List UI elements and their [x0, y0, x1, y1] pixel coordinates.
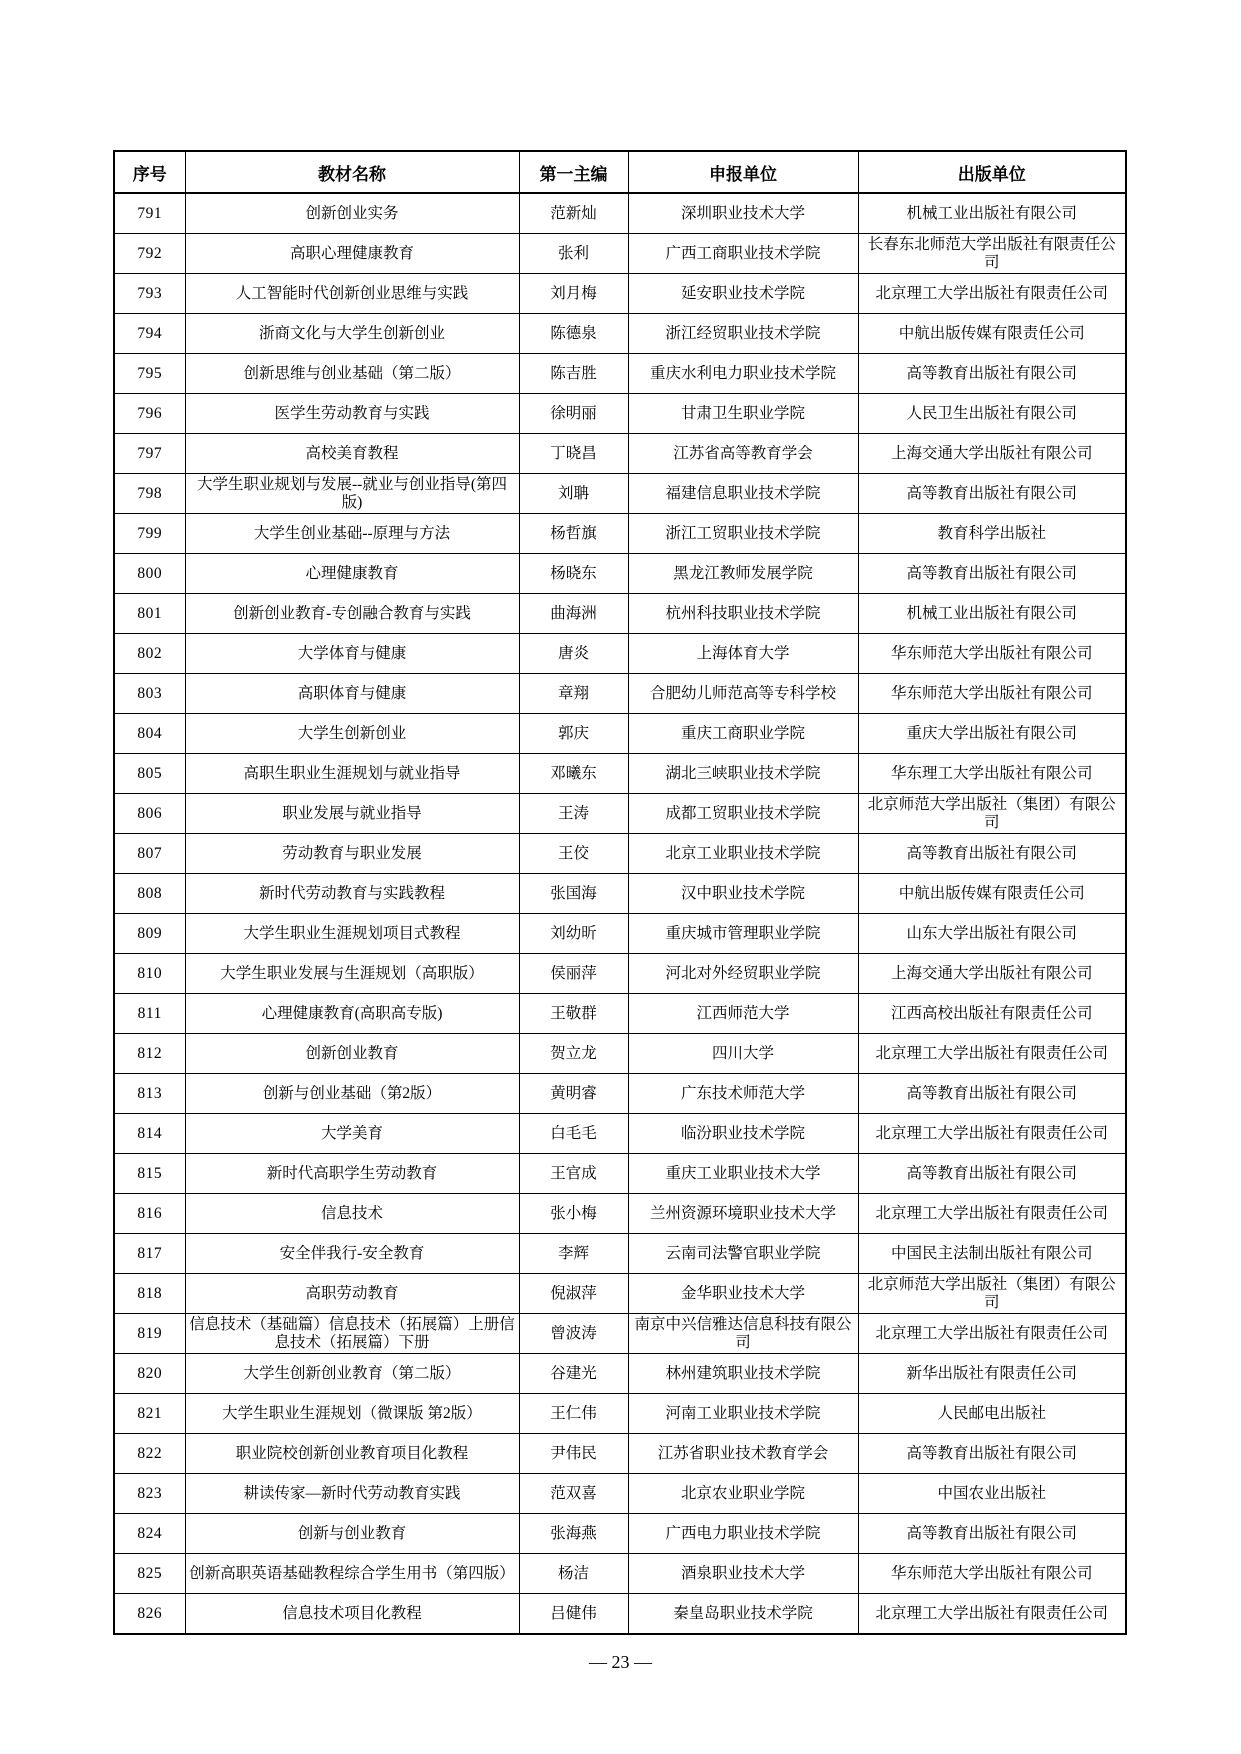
column-header-publisher: 出版单位 — [858, 151, 1126, 193]
cell-no: 824 — [114, 1514, 185, 1554]
cell-no: 825 — [114, 1554, 185, 1594]
cell-org: 重庆工商职业学院 — [628, 714, 858, 754]
cell-org: 秦皇岛职业技术学院 — [628, 1594, 858, 1635]
cell-editor: 王佼 — [519, 834, 628, 874]
table-row — [114, 834, 1126, 874]
cell-publisher: 高等教育出版社有限公司 — [858, 1514, 1126, 1554]
cell-title: 大学生创新创业教育（第二版） — [185, 1354, 519, 1394]
cell-no: 799 — [114, 514, 185, 554]
cell-no: 812 — [114, 1034, 185, 1074]
table-row — [114, 1114, 1126, 1154]
cell-title: 大学生职业生涯规划项目式教程 — [185, 914, 519, 954]
cell-publisher: 北京理工大学出版社有限责任公司 — [858, 1034, 1126, 1074]
cell-editor: 曲海洲 — [519, 594, 628, 634]
cell-editor: 尹伟民 — [519, 1434, 628, 1474]
cell-editor: 唐炎 — [519, 634, 628, 674]
table-row — [114, 1354, 1126, 1394]
cell-no: 805 — [114, 754, 185, 794]
cell-org: 甘肃卫生职业学院 — [628, 394, 858, 434]
cell-editor: 范新灿 — [519, 193, 628, 234]
column-header-editor: 第一主编 — [519, 151, 628, 193]
cell-publisher: 机械工业出版社有限公司 — [858, 594, 1126, 634]
table-row — [114, 1274, 1126, 1314]
cell-publisher: 高等教育出版社有限公司 — [858, 1154, 1126, 1194]
cell-publisher: 长春东北师范大学出版社有限责任公司 — [858, 234, 1126, 274]
table-row — [114, 874, 1126, 914]
cell-editor: 刘幼昕 — [519, 914, 628, 954]
cell-no: 801 — [114, 594, 185, 634]
cell-publisher: 新华出版社有限责任公司 — [858, 1354, 1126, 1394]
cell-editor: 陈吉胜 — [519, 354, 628, 394]
cell-no: 816 — [114, 1194, 185, 1234]
cell-org: 云南司法警官职业学院 — [628, 1234, 858, 1274]
table-row — [114, 394, 1126, 434]
table-row — [114, 1554, 1126, 1594]
cell-title: 大学生职业生涯规划（微课版 第2版） — [185, 1394, 519, 1434]
cell-publisher: 北京理工大学出版社有限责任公司 — [858, 1114, 1126, 1154]
cell-title: 高校美育教程 — [185, 434, 519, 474]
cell-publisher: 人民卫生出版社有限公司 — [858, 394, 1126, 434]
cell-org: 河北对外经贸职业学院 — [628, 954, 858, 994]
cell-org: 黑龙江教师发展学院 — [628, 554, 858, 594]
cell-title: 大学生创业基础--原理与方法 — [185, 514, 519, 554]
table-row — [114, 1154, 1126, 1194]
cell-publisher: 高等教育出版社有限公司 — [858, 354, 1126, 394]
cell-org: 成都工贸职业技术学院 — [628, 794, 858, 834]
table-row — [114, 954, 1126, 994]
cell-title: 职业发展与就业指导 — [185, 794, 519, 834]
table-row — [114, 234, 1126, 274]
cell-org: 深圳职业技术大学 — [628, 193, 858, 234]
table-row — [114, 714, 1126, 754]
cell-org: 汉中职业技术学院 — [628, 874, 858, 914]
cell-title: 耕读传家—新时代劳动教育实践 — [185, 1474, 519, 1514]
cell-editor: 张国海 — [519, 874, 628, 914]
cell-publisher: 华东师范大学出版社有限公司 — [858, 674, 1126, 714]
cell-org: 浙江经贸职业技术学院 — [628, 314, 858, 354]
cell-title: 信息技术（基础篇）信息技术（拓展篇）上册信息技术（拓展篇）下册 — [185, 1314, 519, 1354]
cell-publisher: 高等教育出版社有限公司 — [858, 1074, 1126, 1114]
cell-title: 大学生职业发展与生涯规划（高职版） — [185, 954, 519, 994]
cell-no: 802 — [114, 634, 185, 674]
cell-editor: 王仁伟 — [519, 1394, 628, 1434]
cell-org: 林州建筑职业技术学院 — [628, 1354, 858, 1394]
cell-publisher: 教育科学出版社 — [858, 514, 1126, 554]
cell-org: 上海体育大学 — [628, 634, 858, 674]
cell-org: 南京中兴信雅达信息科技有限公司 — [628, 1314, 858, 1354]
cell-title: 安全伴我行-安全教育 — [185, 1234, 519, 1274]
table-row — [114, 914, 1126, 954]
cell-publisher: 中国农业出版社 — [858, 1474, 1126, 1514]
cell-publisher: 中航出版传媒有限责任公司 — [858, 314, 1126, 354]
cell-title: 心理健康教育(高职高专版) — [185, 994, 519, 1034]
cell-publisher: 江西高校出版社有限责任公司 — [858, 994, 1126, 1034]
cell-no: 817 — [114, 1234, 185, 1274]
cell-publisher: 重庆大学出版社有限公司 — [858, 714, 1126, 754]
table-row — [114, 1594, 1126, 1635]
table-row — [114, 674, 1126, 714]
column-header-no: 序号 — [114, 151, 185, 193]
cell-publisher: 华东师范大学出版社有限公司 — [858, 1554, 1126, 1594]
cell-editor: 张利 — [519, 234, 628, 274]
cell-title: 浙商文化与大学生创新创业 — [185, 314, 519, 354]
cell-publisher: 上海交通大学出版社有限公司 — [858, 434, 1126, 474]
table-row — [114, 1394, 1126, 1434]
cell-title: 创新与创业基础（第2版） — [185, 1074, 519, 1114]
cell-org: 重庆水利电力职业技术学院 — [628, 354, 858, 394]
cell-org: 广西电力职业技术学院 — [628, 1514, 858, 1554]
table-row — [114, 1034, 1126, 1074]
cell-title: 医学生劳动教育与实践 — [185, 394, 519, 434]
table-row — [114, 193, 1126, 234]
cell-no: 800 — [114, 554, 185, 594]
cell-no: 815 — [114, 1154, 185, 1194]
table-row — [114, 474, 1126, 514]
cell-title: 信息技术 — [185, 1194, 519, 1234]
cell-no: 826 — [114, 1594, 185, 1635]
cell-editor: 侯丽萍 — [519, 954, 628, 994]
cell-editor: 郭庆 — [519, 714, 628, 754]
table-body — [114, 193, 1126, 1634]
cell-publisher: 华东理工大学出版社有限公司 — [858, 754, 1126, 794]
cell-org: 广西工商职业技术学院 — [628, 234, 858, 274]
cell-title: 心理健康教育 — [185, 554, 519, 594]
cell-org: 河南工业职业技术学院 — [628, 1394, 858, 1434]
page-number: — 23 — — [589, 1652, 652, 1672]
cell-no: 807 — [114, 834, 185, 874]
cell-publisher: 山东大学出版社有限公司 — [858, 914, 1126, 954]
table-row — [114, 994, 1126, 1034]
cell-editor: 王官成 — [519, 1154, 628, 1194]
cell-no: 793 — [114, 274, 185, 314]
cell-editor: 倪淑萍 — [519, 1274, 628, 1314]
cell-title: 创新高职英语基础教程综合学生用书（第四版） — [185, 1554, 519, 1594]
cell-title: 劳动教育与职业发展 — [185, 834, 519, 874]
cell-editor: 徐明丽 — [519, 394, 628, 434]
cell-title: 创新创业实务 — [185, 193, 519, 234]
cell-editor: 杨哲旗 — [519, 514, 628, 554]
cell-no: 821 — [114, 1394, 185, 1434]
cell-editor: 邓曦东 — [519, 754, 628, 794]
cell-no: 818 — [114, 1274, 185, 1314]
cell-no: 791 — [114, 193, 185, 234]
cell-no: 823 — [114, 1474, 185, 1514]
cell-no: 796 — [114, 394, 185, 434]
table-row — [114, 514, 1126, 554]
cell-title: 信息技术项目化教程 — [185, 1594, 519, 1635]
cell-org: 江西师范大学 — [628, 994, 858, 1034]
table-row — [114, 594, 1126, 634]
cell-editor: 刘月梅 — [519, 274, 628, 314]
cell-no: 813 — [114, 1074, 185, 1114]
cell-no: 810 — [114, 954, 185, 994]
table-header-row — [114, 151, 1126, 193]
cell-title: 创新思维与创业基础（第二版） — [185, 354, 519, 394]
cell-no: 797 — [114, 434, 185, 474]
cell-publisher: 上海交通大学出版社有限公司 — [858, 954, 1126, 994]
cell-no: 806 — [114, 794, 185, 834]
cell-no: 792 — [114, 234, 185, 274]
cell-title: 大学体育与健康 — [185, 634, 519, 674]
cell-title: 大学美育 — [185, 1114, 519, 1154]
cell-editor: 丁晓昌 — [519, 434, 628, 474]
cell-publisher: 北京师范大学出版社（集团）有限公司 — [858, 1274, 1126, 1314]
cell-editor: 杨晓东 — [519, 554, 628, 594]
cell-title: 创新创业教育-专创融合教育与实践 — [185, 594, 519, 634]
cell-publisher: 高等教育出版社有限公司 — [858, 834, 1126, 874]
cell-publisher: 北京理工大学出版社有限责任公司 — [858, 274, 1126, 314]
cell-editor: 黄明睿 — [519, 1074, 628, 1114]
cell-title: 职业院校创新创业教育项目化教程 — [185, 1434, 519, 1474]
cell-no: 819 — [114, 1314, 185, 1354]
table-row — [114, 754, 1126, 794]
cell-org: 金华职业技术大学 — [628, 1274, 858, 1314]
cell-publisher: 北京理工大学出版社有限责任公司 — [858, 1594, 1126, 1635]
cell-org: 兰州资源环境职业技术大学 — [628, 1194, 858, 1234]
cell-title: 高职体育与健康 — [185, 674, 519, 714]
textbook-list-table — [113, 150, 1127, 1635]
cell-org: 重庆城市管理职业学院 — [628, 914, 858, 954]
cell-editor: 刘聃 — [519, 474, 628, 514]
table-row — [114, 1514, 1126, 1554]
cell-org: 福建信息职业技术学院 — [628, 474, 858, 514]
cell-no: 798 — [114, 474, 185, 514]
cell-no: 811 — [114, 994, 185, 1034]
cell-org: 临汾职业技术学院 — [628, 1114, 858, 1154]
table-row — [114, 1474, 1126, 1514]
table-row — [114, 314, 1126, 354]
cell-publisher: 中国民主法制出版社有限公司 — [858, 1234, 1126, 1274]
cell-editor: 章翔 — [519, 674, 628, 714]
cell-org: 江苏省高等教育学会 — [628, 434, 858, 474]
cell-no: 809 — [114, 914, 185, 954]
cell-title: 人工智能时代创新创业思维与实践 — [185, 274, 519, 314]
cell-org: 浙江工贸职业技术学院 — [628, 514, 858, 554]
cell-publisher: 机械工业出版社有限公司 — [858, 193, 1126, 234]
cell-title: 大学生创新创业 — [185, 714, 519, 754]
column-header-title: 教材名称 — [185, 151, 519, 193]
cell-publisher: 北京理工大学出版社有限责任公司 — [858, 1314, 1126, 1354]
table-row — [114, 1314, 1126, 1354]
cell-no: 795 — [114, 354, 185, 394]
cell-no: 822 — [114, 1434, 185, 1474]
cell-title: 大学生职业规划与发展--就业与创业指导(第四版) — [185, 474, 519, 514]
cell-no: 820 — [114, 1354, 185, 1394]
cell-title: 新时代高职学生劳动教育 — [185, 1154, 519, 1194]
cell-editor: 吕健伟 — [519, 1594, 628, 1635]
cell-org: 酒泉职业技术大学 — [628, 1554, 858, 1594]
table-row — [114, 434, 1126, 474]
cell-org: 合肥幼儿师范高等专科学校 — [628, 674, 858, 714]
column-header-org: 申报单位 — [628, 151, 858, 193]
table-row — [114, 1074, 1126, 1114]
cell-org: 湖北三峡职业技术学院 — [628, 754, 858, 794]
cell-title: 新时代劳动教育与实践教程 — [185, 874, 519, 914]
cell-publisher: 华东师范大学出版社有限公司 — [858, 634, 1126, 674]
cell-org: 江苏省职业技术教育学会 — [628, 1434, 858, 1474]
cell-org: 延安职业技术学院 — [628, 274, 858, 314]
cell-org: 北京工业职业技术学院 — [628, 834, 858, 874]
table-row — [114, 1194, 1126, 1234]
cell-org: 四川大学 — [628, 1034, 858, 1074]
cell-no: 808 — [114, 874, 185, 914]
cell-editor: 白毛毛 — [519, 1114, 628, 1154]
cell-title: 创新创业教育 — [185, 1034, 519, 1074]
table-row — [114, 274, 1126, 314]
cell-org: 重庆工业职业技术大学 — [628, 1154, 858, 1194]
table-row — [114, 634, 1126, 674]
cell-editor: 范双喜 — [519, 1474, 628, 1514]
table-row — [114, 554, 1126, 594]
cell-publisher: 高等教育出版社有限公司 — [858, 1434, 1126, 1474]
cell-no: 804 — [114, 714, 185, 754]
cell-title: 高职劳动教育 — [185, 1274, 519, 1314]
cell-publisher: 中航出版传媒有限责任公司 — [858, 874, 1126, 914]
cell-title: 高职心理健康教育 — [185, 234, 519, 274]
cell-no: 794 — [114, 314, 185, 354]
table-row — [114, 1234, 1126, 1274]
cell-editor: 谷建光 — [519, 1354, 628, 1394]
cell-no: 803 — [114, 674, 185, 714]
cell-no: 814 — [114, 1114, 185, 1154]
cell-editor: 王涛 — [519, 794, 628, 834]
table-row — [114, 354, 1126, 394]
cell-editor: 贺立龙 — [519, 1034, 628, 1074]
cell-org: 广东技术师范大学 — [628, 1074, 858, 1114]
cell-publisher: 北京理工大学出版社有限责任公司 — [858, 1194, 1126, 1234]
cell-title: 高职生职业生涯规划与就业指导 — [185, 754, 519, 794]
cell-publisher: 人民邮电出版社 — [858, 1394, 1126, 1434]
table-row — [114, 794, 1126, 834]
cell-editor: 张小梅 — [519, 1194, 628, 1234]
cell-editor: 杨洁 — [519, 1554, 628, 1594]
cell-editor: 王敬群 — [519, 994, 628, 1034]
cell-org: 杭州科技职业技术学院 — [628, 594, 858, 634]
cell-editor: 李辉 — [519, 1234, 628, 1274]
cell-title: 创新与创业教育 — [185, 1514, 519, 1554]
cell-editor: 陈德泉 — [519, 314, 628, 354]
cell-org: 北京农业职业学院 — [628, 1474, 858, 1514]
cell-editor: 张海燕 — [519, 1514, 628, 1554]
cell-editor: 曾波涛 — [519, 1314, 628, 1354]
cell-publisher: 北京师范大学出版社（集团）有限公司 — [858, 794, 1126, 834]
cell-publisher: 高等教育出版社有限公司 — [858, 554, 1126, 594]
table-row — [114, 1434, 1126, 1474]
cell-publisher: 高等教育出版社有限公司 — [858, 474, 1126, 514]
